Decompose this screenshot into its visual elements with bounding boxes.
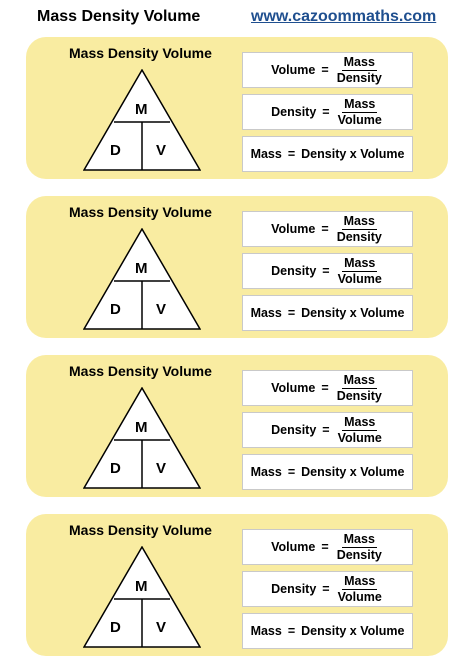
volume-formula: [242, 370, 413, 406]
fraction: [335, 215, 384, 244]
triangle-diagram: [83, 387, 201, 489]
formula-subject: Volume: [271, 540, 316, 554]
equals-sign: =: [321, 540, 329, 554]
fraction: [335, 533, 384, 562]
formula-subject: Density: [271, 105, 317, 119]
card-title: Mass Density Volume: [69, 204, 212, 220]
numerator: Mass: [344, 96, 376, 111]
denominator: Volume: [337, 589, 382, 604]
volume-formula: [242, 529, 413, 565]
triangle-volume-label: V: [156, 460, 167, 477]
formula-subject: Mass: [250, 147, 282, 161]
formula-triangle: [83, 546, 201, 648]
triangle-volume-label: V: [156, 142, 167, 159]
triangle-density-label: D: [110, 619, 121, 636]
equals-sign: =: [322, 264, 330, 278]
formula-triangle: [83, 387, 201, 489]
numerator: Mass: [344, 255, 376, 270]
equals-sign: =: [287, 624, 296, 638]
formula-subject: Mass: [250, 465, 282, 479]
card-title: Mass Density Volume: [69, 45, 212, 61]
triangle-diagram: [83, 546, 201, 648]
numerator: Mass: [343, 54, 375, 69]
formula-subject: Mass: [250, 624, 282, 638]
formula-subject: Density: [271, 582, 317, 596]
formula-list: [242, 211, 413, 337]
numerator: Mass: [343, 213, 375, 228]
triangle-mass-label: M: [135, 419, 148, 436]
equals-sign: =: [287, 465, 296, 479]
triangle-density-label: D: [110, 301, 121, 318]
triangle-diagram: [83, 228, 201, 330]
fraction: [336, 98, 384, 127]
denominator: Density: [336, 70, 382, 85]
numerator: Mass: [343, 531, 375, 546]
formula-triangle: [83, 69, 201, 171]
triangle-volume-label: V: [156, 619, 167, 636]
equals-sign: =: [287, 147, 296, 161]
website-link[interactable]: www.cazoommaths.com: [251, 8, 437, 25]
card-title: Mass Density Volume: [69, 522, 212, 538]
formula-card: [26, 355, 448, 497]
formula-card: [26, 37, 448, 179]
triangle-density-label: D: [110, 142, 121, 159]
mass-formula: [242, 454, 413, 490]
formula-expression: Density x Volume: [301, 147, 405, 161]
mass-formula: [242, 136, 413, 172]
formula-subject: Volume: [271, 63, 316, 77]
fraction: [335, 56, 384, 85]
formula-expression: Density x Volume: [301, 306, 405, 320]
density-formula: [242, 253, 413, 289]
numerator: Mass: [344, 573, 376, 588]
formula-list: [242, 370, 413, 496]
card-title: Mass Density Volume: [69, 363, 212, 379]
triangle-volume-label: V: [156, 301, 167, 318]
triangle-mass-label: M: [135, 578, 148, 595]
mass-formula: [242, 613, 413, 649]
equals-sign: =: [321, 63, 329, 77]
denominator: Volume: [337, 430, 382, 445]
fraction: [335, 374, 384, 403]
denominator: Density: [336, 547, 382, 562]
equals-sign: =: [322, 423, 330, 437]
equals-sign: =: [321, 381, 329, 395]
volume-formula: [242, 211, 413, 247]
equals-sign: =: [287, 306, 296, 320]
denominator: Volume: [337, 112, 382, 127]
fraction: [336, 416, 384, 445]
page-title: Mass Density Volume: [37, 8, 201, 25]
formula-subject: Density: [271, 264, 317, 278]
formula-expression: Density x Volume: [301, 465, 405, 479]
fraction: [336, 257, 384, 286]
triangle-mass-label: M: [135, 260, 148, 277]
mass-formula: [242, 295, 413, 331]
denominator: Density: [336, 388, 382, 403]
formula-expression: Density x Volume: [301, 624, 405, 638]
formula-card: [26, 514, 448, 656]
density-formula: [242, 412, 413, 448]
triangle-density-label: D: [110, 460, 121, 477]
fraction: [336, 575, 384, 604]
formula-triangle: [83, 228, 201, 330]
numerator: Mass: [344, 414, 376, 429]
volume-formula: [242, 52, 413, 88]
density-formula: [242, 94, 413, 130]
equals-sign: =: [322, 105, 330, 119]
formula-list: [242, 52, 413, 178]
denominator: Volume: [337, 271, 382, 286]
triangle-mass-label: M: [135, 101, 148, 118]
denominator: Density: [336, 229, 382, 244]
density-formula: [242, 571, 413, 607]
formula-subject: Density: [271, 423, 317, 437]
formula-subject: Volume: [271, 222, 316, 236]
formula-subject: Volume: [271, 381, 316, 395]
equals-sign: =: [322, 582, 330, 596]
equals-sign: =: [321, 222, 329, 236]
formula-card: [26, 196, 448, 338]
triangle-diagram: [83, 69, 201, 171]
numerator: Mass: [343, 372, 375, 387]
formula-list: [242, 529, 413, 655]
formula-subject: Mass: [250, 306, 282, 320]
